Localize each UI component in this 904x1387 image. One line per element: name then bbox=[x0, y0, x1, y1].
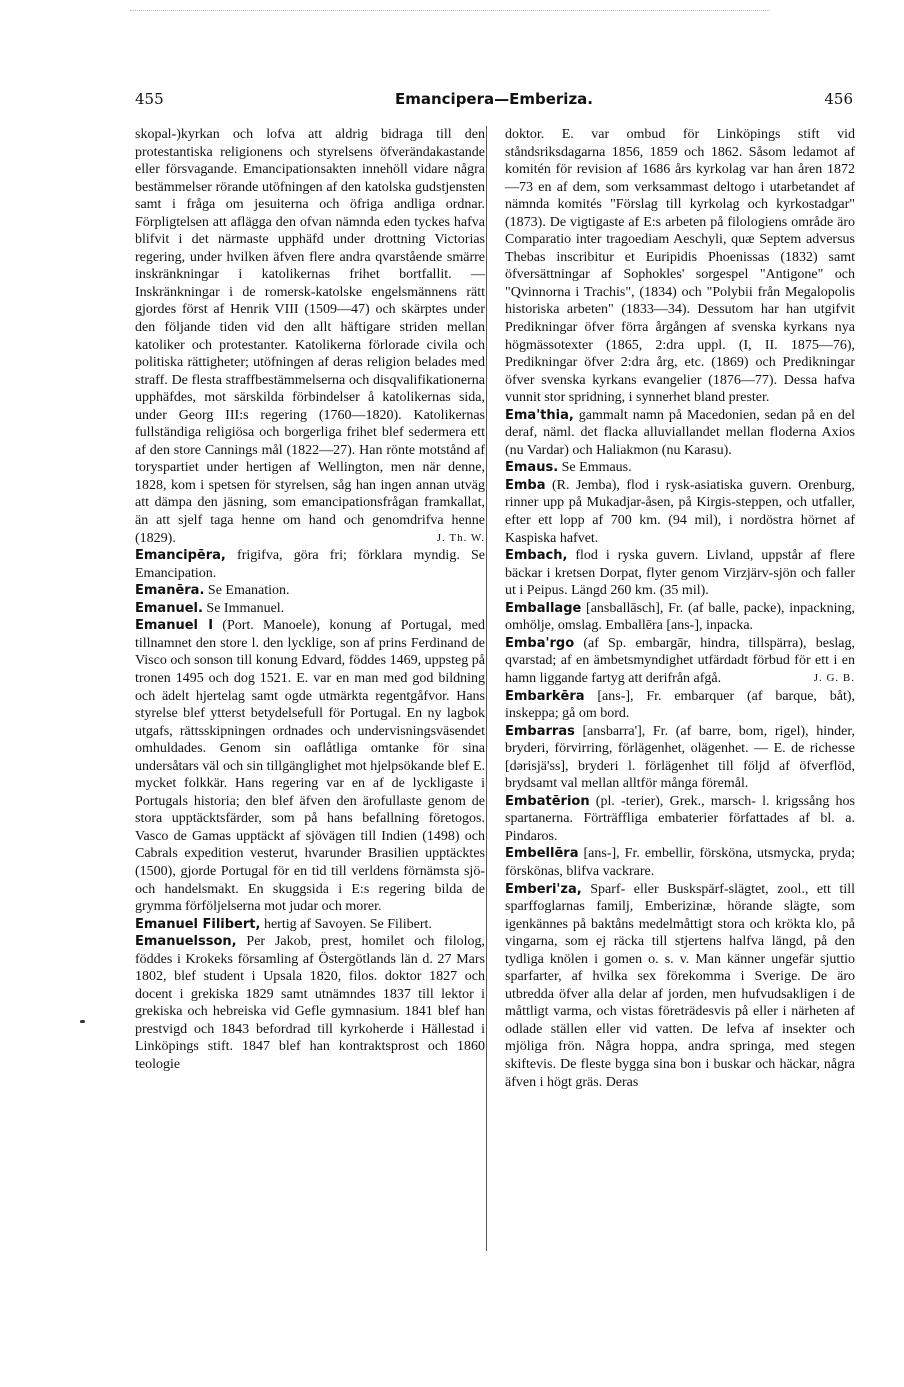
dictionary-entry bbox=[135, 600, 485, 618]
dictionary-entry bbox=[505, 635, 855, 688]
running-title: Emancipera—Emberiza. bbox=[394, 90, 594, 108]
entry-headword: Emanuelsson, bbox=[135, 934, 237, 950]
dictionary-entry bbox=[505, 547, 855, 600]
entry-headword: Embellēra bbox=[505, 846, 579, 862]
entry-body: skopal-)kyrkan och lofva att aldrig bidraga till den protestantiska religionens och styrelsens öfverändakastande eller försvagande. Emancipationsakten innehöll vidare några bestämmelser rörande utöfningen af den katolska gudstjensten samt i fråga om jesuiterna och öfriga andliga ordnar. Förpligtelsen att aflägga den ofvan nämnda eden tyckes hafva blifvit i det närmaste upphäfd under drottning Victorias regering, under hvilken äfven flere andra qvarstående smärre inskränkningar i katolikernas frihet bortfallit. — Inskränkningar i de romersk-katolske engelsmännens rätt gjordes först af Henrik VIII (1509—47) och skärptes under den följande tiden vid den allt häftigare striden mellan katoliker och protestanter. Katolikerna förlorade civila och politiska rättigheter; utöfningen af deras religion belades med straff. De flesta straffbestämmelserna och disqvalifikationerna upphäfdes, mot särskilda förbindelser å katolikernas sida, under Georg III:s regering (1760—1820). Katolikernas fullständiga religiösa och borgerliga frihet blef sedermera ett af den store Cannings mål (1822—27). Han rönte motstånd af toryspartiet under hertigen af Wellington, men när denne, 1828, kom i spetsen för styrelsen, såg han ingen annan utväg att dämpa den jäsning, som emancipationsfrågan framkallat, än att sjelf taga henne om hand och genomdrifva henne (1829). bbox=[135, 127, 485, 546]
entry-body: [ans-], Fr. embarquer (af barque, båt), inskeppa; gå om bord. bbox=[505, 688, 855, 722]
dictionary-entry bbox=[505, 459, 855, 477]
entry-body: [ansballāsch], Fr. (af balle, packe), inpackning, omhölje, omslag. Emballēra [ans-], inpacka. bbox=[505, 600, 855, 634]
entry-headword: Emancipēra, bbox=[135, 548, 226, 564]
dictionary-entry bbox=[505, 793, 855, 846]
entry-body: (R. Jemba), flod i rysk-asiatiska guvern. Orenburg, rinner upp på Mukadjar-åsen, på Kirgis-steppen, och utfaller, efter ett lopp af 700 km. (94 mil), i nordöstra hörnet af Kaspiska hafvet. bbox=[505, 477, 855, 546]
dictionary-entry bbox=[135, 547, 485, 582]
dictionary-entry bbox=[135, 933, 485, 1073]
margin-mark bbox=[80, 1020, 85, 1023]
entry-headword: Emanēra. bbox=[135, 583, 205, 599]
author-signature: J. G. B. bbox=[813, 671, 855, 684]
left-column bbox=[135, 126, 485, 1074]
entry-body: frigifva, göra fri; förklara myndig. Se Emancipation. bbox=[135, 548, 485, 581]
dictionary-entry bbox=[505, 600, 855, 635]
article-continuation bbox=[135, 126, 485, 547]
entry-body: flod i ryska guvern. Livland, uppstår af flere bäckar i kretsen Dorpat, flyter genom Virzjärv-sjön och faller ut i Peipus. Längd 260 km. (35 mil). bbox=[505, 548, 855, 599]
article-continuation bbox=[505, 126, 855, 407]
entry-headword: Emanuel I bbox=[135, 618, 214, 634]
entry-body: (af Sp. embargār, hindra, tillspärra), beslag, qvarstad; af en ämbetsmyndighet utfärdadt förbud för ett i en hamn liggande fartyg att derifrån afgå. bbox=[505, 635, 855, 686]
entry-headword: Embarras bbox=[505, 723, 575, 739]
entry-body: [ansbarra'], Fr. (af barre, bom, rigel), hinder, bryderi, förvirring, förlägenhet, olägenhet. — E. de richesse [dərisjä'ss], bryderi l. förlägenhet till följd af öfverflöd, brydsamt val mellan alltför många föremål. bbox=[505, 723, 855, 792]
entry-body: Sparf- eller Buskspärf-slägtet, zool., ett till sparffoglarnas familj, Emberizinæ, hörande slägte, som igenkännes på baktåns medelmåttigt stora och krökta klo, på vingarna, som ej räcka till stjertens halfva längd, på den tydliga knölen i gomen o. s. v. Man känner ungefär sjuttio sparfarter, af hvilka sex förekomma i Sverige. De äro utbredda öfver alla delar af jorden, men hufvudsakligen i de måttligt varma, och vistas företrädesvis på eller i närheten af odlade ställen eller vid vatten. De lefva af insekter och mjöliga frön. Några hoppa, andra springa, med stegen skiftevis. De fleste bygga sina bon i buskar och häckar, några äfven i högt gräs. Deras bbox=[505, 881, 855, 1090]
dictionary-entry bbox=[505, 845, 855, 880]
entry-headword: Emaus. bbox=[505, 460, 559, 476]
dictionary-entry bbox=[135, 582, 485, 600]
entry-body: doktor. E. var ombud för Linköpings stift vid ståndsriksdagarna 1856, 1859 och 1862. Såsom ledamot af komitén för revision af 1686 års kyrkolag var han åren 1872—73 en af dem, som verksammast deltogo i utarbetandet af nämnda komités "Förslag till kyrkolag och kyrkostadgar" (1873). De vigtigaste af E:s arbeten på filologiens område äro Comparatio inter tragoediam Aeschyli, quæ Septem adversus Thebas inscribitur et Euripidis Phoenissas (1832) samt öfversättningar af Sophokles' sorgespel "Antigone" och "Qvinnorna i Trachis", (1834) och "Polybii från Megalopolis historiska arbeten" (1833—34). Dessutom har han utgifvit Predikningar öfver förra årgången af svenska kyrkans nya högmässotexter (1865, 2:dra uppl. (I, II. 1875—76), Predikningar öfver 2:dra årg, etc. (1869) och Predikningar öfver svenska kyrkans evangelier (1876—77). Dessa hafva vunnit stor spridning, i synnerhet bland prester. bbox=[505, 127, 855, 406]
entry-headword: Emballage bbox=[505, 600, 582, 616]
entry-body: Per Jakob, prest, homilet och filolog, föddes i Krokeks församling af Östergötlands län d. 27 Mars 1802, blef student i Upsala 1820, filos. doktor 1827 och docent i grekiska 1829 samt utnämndes 1837 till lektor i grekiska och hebreiska vid Gefle gymnasium. 1841 blef han prestvigd och 1843 befordrad till kyrkoherde i Hällestad i Linköpings stift. 1847 blef han kontraktsprost och 1860 teologie bbox=[135, 934, 485, 1072]
right-column bbox=[505, 126, 855, 1091]
entry-body: gammalt namn på Macedonien, sedan på en del deraf, näml. det flacka alluviallandet mellan floderna Axios (nu Vardar) och Haliakmon (nu Karasu). bbox=[505, 407, 855, 458]
column-divider bbox=[486, 126, 487, 1251]
entry-body: Se Emmaus. bbox=[558, 460, 632, 476]
page-number-right: 456 bbox=[824, 90, 853, 108]
entry-headword: Emanuel. bbox=[135, 600, 203, 616]
entry-body: hertig af Savoyen. Se Filibert. bbox=[260, 916, 432, 932]
dictionary-entry bbox=[505, 723, 855, 793]
page-header bbox=[135, 90, 853, 112]
entry-body: (pl. -terier), Grek., marsch- l. krigssång hos spartanerna. Förträffliga embaterier författades af bl. a. Pindaros. bbox=[505, 793, 855, 844]
entry-headword: Emanuel Filibert, bbox=[135, 916, 261, 932]
entry-headword: Emba bbox=[505, 477, 546, 493]
dictionary-entry bbox=[135, 916, 485, 934]
entry-headword: Embarkēra bbox=[505, 688, 585, 704]
entry-body: [ans-], Fr. embellir, försköna, utsmycka, pryda; förskönas, blifva vackrare. bbox=[505, 846, 855, 879]
entry-headword: Embatērion bbox=[505, 793, 590, 809]
author-signature: J. Th. W. bbox=[436, 531, 485, 544]
entry-body: (Port. Manoele), konung af Portugal, med tillnamnet den store l. den lycklige, son af prins Ferdinand de Visco och sonson till konung Edvard, föddes 1469, uppsteg på tronen 1495 och dog 1521. E. var en man med god bildning och ädelt hjertelag samt ogde utmärkta regentgåfvor. Hans styrelse blef ytterst betydelsefull för Portugal. En ny lagbok utgafs, rättsskipningen ordnades och undervisningsväsendet omhuldades. Genom sin oaflåtliga omtanke för sina undersåtars väl och sin tillgänglighet mot hjelpsökande blef E. mycket folkkär. Hans regering var en af de lyckligaste i Portugals historia; den blef äfven den ärofullaste genom de stora upptäcktsfärder, som på hans befallning företogos. Vasco de Gamas upptäckt af sjövägen till Indien (1498) och Cabrals expedition vesterut, hvarunder Brasilien upptäcktes (1500), gjorde Portugal för en tid till verldens förnämsta sjö- och handelsmakt. En skuggsida i E:s regering bilda de grymma förföljelserna mot judar och morer. bbox=[135, 618, 485, 915]
entry-headword: Embach, bbox=[505, 548, 568, 564]
entry-body: Se Emanation. bbox=[204, 583, 290, 599]
dictionary-entry bbox=[135, 617, 485, 915]
dictionary-entry bbox=[505, 477, 855, 547]
page-number-left: 455 bbox=[135, 90, 164, 108]
dictionary-entry bbox=[505, 881, 855, 1092]
dictionary-entry bbox=[505, 407, 855, 460]
entry-headword: Emberi'za, bbox=[505, 881, 582, 897]
dictionary-entry bbox=[505, 688, 855, 723]
entry-headword: Emba'rgo bbox=[505, 635, 575, 651]
entry-body: Se Immanuel. bbox=[202, 600, 285, 616]
scan-top-edge bbox=[130, 10, 770, 11]
entry-headword: Ema'thia, bbox=[505, 407, 574, 423]
